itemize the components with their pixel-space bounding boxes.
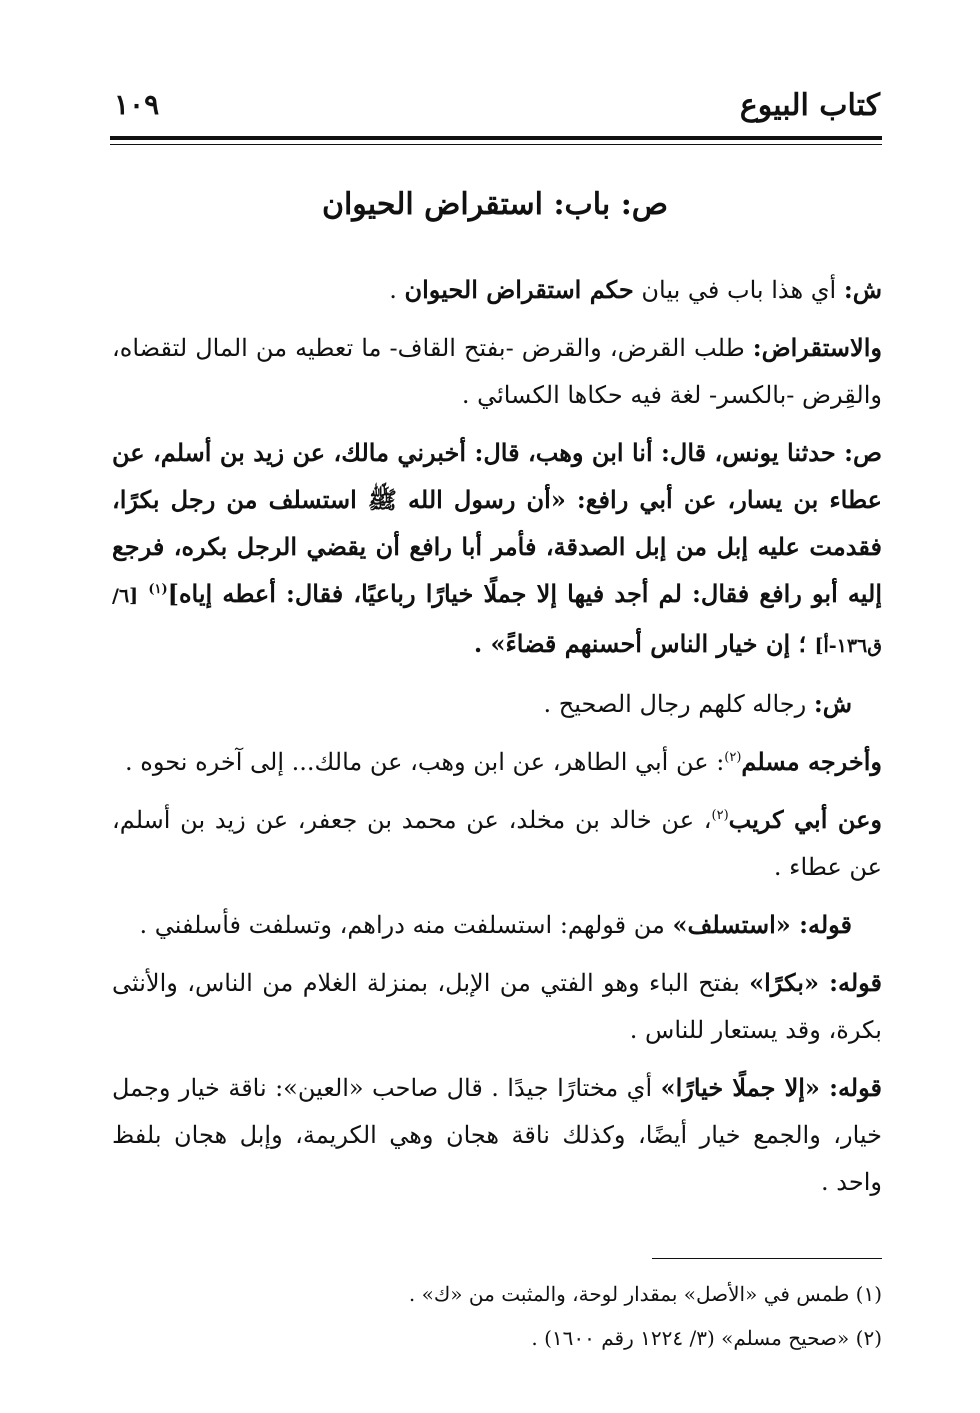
paragraph-abu-kurayb-source: [112, 796, 882, 891]
paragraph-lead: قوله: «إلا جملًا خيارًا»: [660, 1073, 882, 1102]
paragraph-lead: ش:: [843, 275, 882, 304]
paragraph-text: أي هذا باب في بيان: [633, 276, 844, 304]
footnote-marker: (٢): [711, 808, 729, 823]
header-rule-thin: [110, 144, 882, 145]
running-title: كتاب البيوع: [739, 88, 880, 123]
paragraph-text: بفتح الباء وهو الفتي من الإبل، بمنزلة الغلام من الناس، والأنثى بكرة، وقد يستعار للناس .: [112, 969, 882, 1044]
paragraph-definition: [112, 324, 882, 419]
paragraph-lead: ش:: [813, 689, 852, 718]
page-header: [110, 86, 880, 130]
paragraph-text: رجاله كلهم رجال الصحيح .: [543, 690, 814, 718]
paragraph-lead: قوله: «بكرًا»: [749, 968, 882, 997]
footnote-separator: [652, 1258, 882, 1259]
manuscript-reference: [٦/ ق١٣٦-أ]: [112, 585, 882, 657]
main-text: [112, 266, 882, 1216]
paragraph-commentary-intro: [112, 266, 882, 314]
paragraph-gloss-khiyar: [112, 1064, 882, 1206]
paragraph-text: من قولهم: استسلفت منه دراهم، وتسلفت فأسلفني .: [139, 911, 673, 939]
hadith-text-tail: ؛ إن خيار الناس أحسنهم قضاءً» .: [473, 629, 815, 658]
paragraph-lead: وعن أبي كريب: [728, 805, 882, 834]
paragraph-muslim-source: [112, 738, 882, 786]
paragraph-lead: قوله: «استسلف»: [672, 910, 852, 939]
paragraph-bold-text: حكم استقراض الحيوان: [404, 275, 634, 304]
footnote-2: (٢) «صحيح مسلم» (٣/ ١٢٢٤ رقم ١٦٠٠) .: [531, 1326, 882, 1350]
footnote-marker: (٢): [724, 750, 742, 765]
paragraph-text: طلب القرض، والقرض -بفتح القاف- ما تعطيه من المال لتقضاه، والقِرض -بالكسر- لغة فيه حكاها الكسائي .: [112, 334, 882, 409]
paragraph-text: : عن أبي الطاهر، عن ابن وهب، عن مالك... إلى آخره نحوه .: [125, 748, 725, 776]
paragraph-commentary-narrators: [112, 680, 882, 728]
paragraph-gloss-istaslafa: [112, 901, 882, 949]
hadith-text: ص: حدثنا يونس، قال: أنا ابن وهب، قال: أخبرني مالك، عن زيد بن أسلم، عن عطاء بن يسار، عن أبي رافع: «أن رسول الله ﷺ استسلف من رجل بكرًا، فقدمت عليه إبل من إبل الصدقة، فأمر أبا رافع أن يقضي الرجل بكره، فرجع إليه أبو رافع فقال: لم أجد فيها إلا جملًا خيارًا رباعيًا، فقال: أعطه إياه]: [112, 438, 882, 608]
header-rule-thick: [110, 136, 882, 140]
footnote-marker: (١): [148, 582, 168, 597]
chapter-heading: ص: باب: استقراض الحيوان: [321, 187, 669, 222]
footnote-1: (١) طمس في «الأصل» بمقدار لوحة، والمثبت من «ك» .: [408, 1282, 882, 1306]
footnotes: [112, 1272, 882, 1360]
paragraph-gloss-bakr: [112, 959, 882, 1054]
paragraph-text: ، عن خالد بن مخلد، عن محمد بن جعفر، عن زيد بن أسلم، عن عطاء .: [112, 806, 882, 881]
paragraph-text: أي مختارًا جيدًا . قال صاحب «العين»: ناقة خيار وجمل خيار، والجمع خيار أيضًا، وكذلك ناقة هجان وهي الكريمة، وإبل هجان بلفظ واحد .: [112, 1074, 882, 1196]
paragraph-text: .: [389, 276, 405, 304]
paragraph-lead: وأخرجه مسلم: [741, 747, 882, 776]
page-number: ١٠٩: [114, 88, 160, 121]
paragraph-lead: والاستقراض:: [752, 333, 882, 362]
paragraph-hadith: [112, 429, 882, 670]
